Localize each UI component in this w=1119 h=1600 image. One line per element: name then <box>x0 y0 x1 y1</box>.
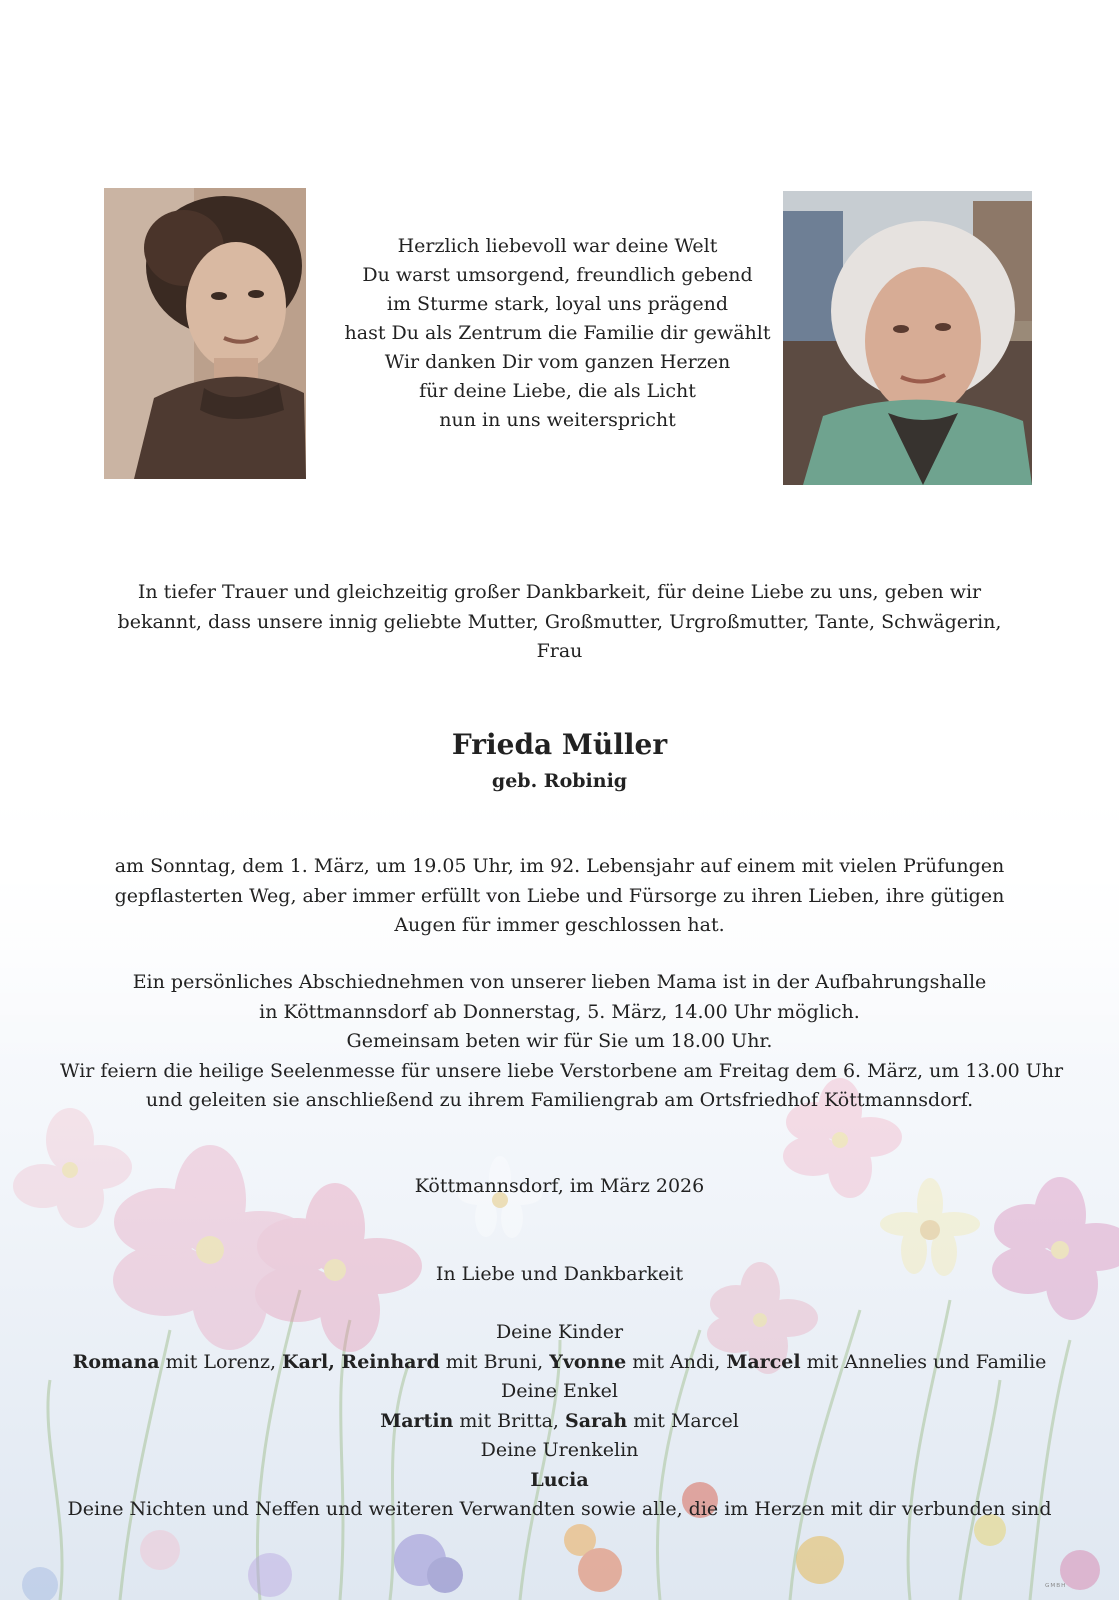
child-name: Karl, <box>282 1350 335 1373</box>
child-name: Yvonne <box>549 1350 627 1373</box>
deceased-name: Frieda Müller <box>451 728 668 761</box>
closing-text: In Liebe und Dankbarkeit <box>435 1263 684 1285</box>
children-heading: Deine Kinder <box>495 1321 624 1343</box>
portrait-photo-young <box>104 188 306 479</box>
poem-line: im Sturme stark, loyal uns prägend <box>386 293 729 315</box>
child-name: Romana <box>72 1350 160 1373</box>
partner-text: mit Lorenz, <box>159 1350 283 1373</box>
funeral-details-line: Ein persönliches Abschiednehmen von unserer lieben Mama ist in der Aufbahrungshalle <box>132 971 987 993</box>
funeral-details <box>60 968 1064 1116</box>
children-names <box>60 1348 1059 1378</box>
closing-phrase <box>60 1260 1059 1290</box>
partner-text: mit Andi, <box>626 1350 727 1373</box>
poem-line: Du warst umsorgend, freundlich gebend <box>362 264 753 286</box>
death-notice-line: am Sonntag, dem 1. März, um 19.05 Uhr, im 92. Lebensjahr auf einem mit vielen Prüfungen <box>114 855 1005 877</box>
child-name: Reinhard <box>334 1350 440 1373</box>
funeral-details-line: und geleiten sie anschließend zu ihrem Familiengrab am Ortsfriedhof Köttmannsdorf. <box>145 1089 974 1111</box>
intro-line: Frau <box>536 640 583 662</box>
great-grandchild-name <box>60 1466 1059 1496</box>
funeral-details-line: Wir feiern die heilige Seelenmesse für unsere liebe Verstorbene am Freitag dem 6. März, um 13.00 Uhr <box>60 1059 1064 1082</box>
death-notice-line: gepflasterten Weg, aber immer erfüllt von Liebe und Fürsorge zu ihren Lieben, ihre gütigen <box>114 884 1005 907</box>
grandchild-name: Sarah <box>564 1409 628 1432</box>
partner-text: mit Annelies und Familie <box>800 1350 1047 1373</box>
announcement-intro <box>60 578 1059 667</box>
death-notice <box>60 852 1059 941</box>
death-notice-line: Augen für immer geschlossen hat. <box>394 914 725 936</box>
poem <box>330 232 785 435</box>
poem-line: nun in uns weiterspricht <box>439 409 676 431</box>
place-date-text: Köttmannsdorf, im März 2026 <box>414 1175 705 1197</box>
place-and-date <box>60 1172 1059 1202</box>
grandchild-name: Martin <box>380 1409 454 1432</box>
poem-line: für deine Liebe, die als Licht <box>419 380 696 402</box>
intro-line: In tiefer Trauer und gleichzeitig großer Dankbarkeit, für deine Liebe zu uns, geben wir <box>137 581 982 603</box>
great-grandchildren-heading: Deine Urenkelin <box>480 1439 639 1461</box>
child-name: Marcel <box>726 1350 801 1373</box>
great-grandchild-name-bold: Lucia <box>530 1468 589 1491</box>
publisher-watermark: ᴳᴹᴮᴴ <box>1045 1583 1067 1593</box>
grandchildren-heading: Deine Enkel <box>500 1380 618 1402</box>
mourners-list <box>60 1318 1059 1525</box>
grandchildren-names <box>60 1407 1059 1437</box>
funeral-details-line: in Köttmannsdorf ab Donnerstag, 5. März, 14.00 Uhr möglich. <box>259 1000 860 1023</box>
partner-text: mit Britta, <box>453 1409 565 1432</box>
intro-line: bekannt, dass unsere innig geliebte Mutter, Großmutter, Urgroßmutter, Tante, Schwägerin, <box>117 610 1002 633</box>
partner-text: mit Bruni, <box>439 1350 550 1373</box>
partner-text: mit Marcel <box>627 1409 739 1432</box>
relatives-line: Deine Nichten und Neffen und weiteren Verwandten sowie alle, die im Herzen mit dir verbunden sind <box>67 1498 1052 1520</box>
maiden-name: geb. Robinig <box>491 770 628 792</box>
poem-line: Herzlich liebevoll war deine Welt <box>397 235 718 257</box>
poem-line: hast Du als Zentrum die Familie dir gewählt <box>344 322 771 344</box>
funeral-details-line: Gemeinsam beten wir für Sie um 18.00 Uhr. <box>346 1030 773 1052</box>
portrait-photo-elderly <box>783 191 1032 485</box>
poem-line: Wir danken Dir vom ganzen Herzen <box>384 351 731 373</box>
